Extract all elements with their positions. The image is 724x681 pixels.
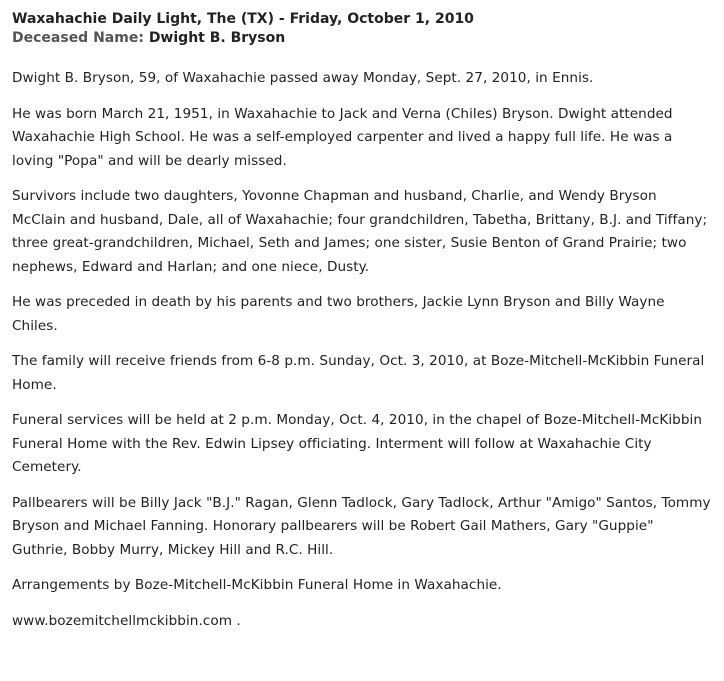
funeral-home-website: www.bozemitchellmckibbin.com . [12, 612, 241, 629]
deceased-name: Dwight B. Bryson [148, 30, 286, 46]
paragraph-death-notice: Dwight B. Bryson, 59, of Waxahachie passed away Monday, Sept. 27, 2010, in Ennis. [12, 70, 594, 86]
paragraph-visitation: The family will receive friends from 6-8 p.m. Sunday, Oct. 3, 2010, at Boze-Mitchell-McKibbin Funeral Home. [12, 353, 705, 393]
obituary-header [12, 10, 712, 48]
publication-separator: - [274, 11, 290, 27]
paragraph-pallbearers: Pallbearers will be Billy Jack "B.J." Ragan, Glenn Tadlock, Gary Tadlock, Arthur "Amigo" Santos, Tommy Bryson and Michael Fanning. Honorary pallbearers will be Robert Gail Mathers, Gary "Guppie" Guthrie, Bobby Murry, Mickey Hill and R.C. Hill. [12, 494, 711, 558]
deceased-label: Deceased Name: [12, 30, 144, 46]
publication-date: Friday, October 1, 2010 [289, 11, 474, 27]
publication-line [12, 10, 712, 29]
publication-name: Waxahachie Daily Light, The (TX) [12, 11, 275, 27]
paragraph-biography: He was born March 21, 1951, in Waxahachie to Jack and Verna (Chiles) Bryson. Dwight attended Waxahachie High School. He was a self-employed carpenter and lived a happy full life. He was a loving "Popa" and will be dearly missed. [12, 105, 673, 169]
paragraph-survivors: Survivors include two daughters, Yovonne Chapman and husband, Charlie, and Wendy Bryson McClain and husband, Dale, all of Waxahachie; four grandchildren, Tabetha, Brittany, B.J. and Tiffany; three great-grandchildren, Michael, Seth and James; one sister, Susie Benton of Grand Prairie; two nephews, Edward and Harlan; and one niece, Dusty. [12, 188, 708, 275]
paragraph-funeral-services: Funeral services will be held at 2 p.m. Monday, Oct. 4, 2010, in the chapel of Boze-Mitchell-McKibbin Funeral Home with the Rev. Edwin Lipsey officiating. Interment will follow at Waxahachie City Cemetery. [12, 412, 702, 475]
obituary-body [12, 67, 712, 633]
paragraph-preceded: He was preceded in death by his parents and two brothers, Jackie Lynn Bryson and Billy Wayne Chiles. [12, 294, 665, 334]
deceased-line [12, 29, 712, 48]
paragraph-arrangements: Arrangements by Boze-Mitchell-McKibbin Funeral Home in Waxahachie. [12, 577, 502, 593]
